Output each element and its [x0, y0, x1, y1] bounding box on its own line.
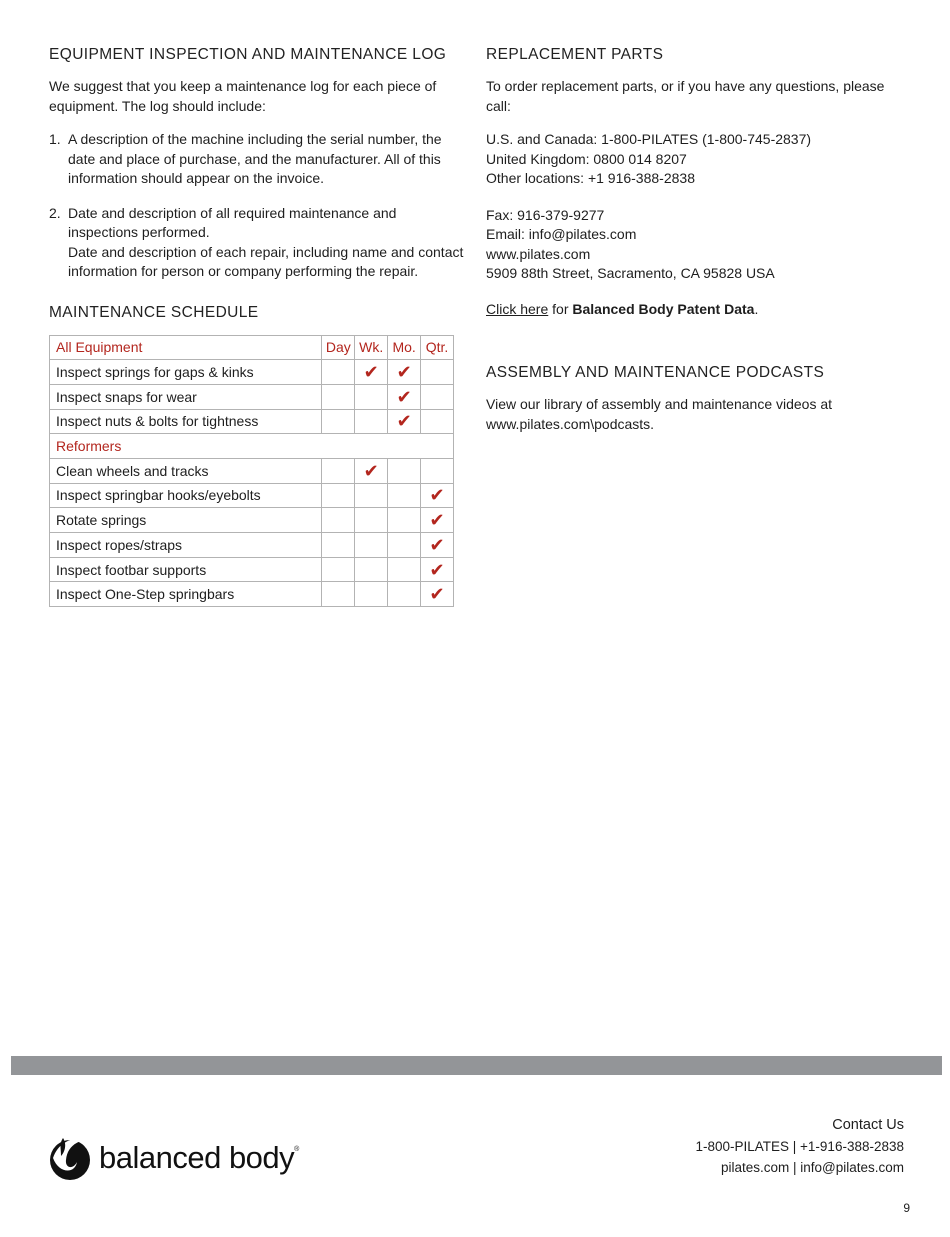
- check-mark-icon: ✔: [388, 384, 421, 409]
- task-cell: Clean wheels and tracks: [50, 458, 322, 483]
- website: www.pilates.com: [486, 245, 591, 262]
- table-row: [50, 384, 454, 409]
- check-mark-icon: ✔: [421, 582, 454, 607]
- empty-cell: [322, 458, 355, 483]
- empty-cell: [322, 483, 355, 508]
- podcasts-heading: ASSEMBLY AND MAINTENANCE PODCASTS: [486, 364, 825, 381]
- table-row: [50, 458, 454, 483]
- maintenance-schedule-heading: MAINTENANCE SCHEDULE: [49, 303, 259, 321]
- table-header-cell: Wk.: [355, 335, 388, 360]
- balanced-body-logo-icon: [49, 1136, 93, 1180]
- table-row: [50, 508, 454, 533]
- table-header-row: [50, 335, 454, 360]
- contact-phone: 1-800-PILATES | +1-916-388-2838: [695, 1139, 904, 1154]
- logo-wordmark: balanced body: [99, 1140, 295, 1175]
- maintenance-log-list: [49, 130, 464, 282]
- phone-other: Other locations: +1 916-388-2838: [486, 170, 695, 186]
- patent-data-line: Click here for Balanced Body Patent Data.: [486, 300, 759, 317]
- table-header-cell: Mo.: [388, 335, 421, 360]
- left-column: [49, 46, 464, 607]
- table-row: [50, 582, 454, 607]
- empty-cell: [388, 557, 421, 582]
- task-cell: Inspect nuts & bolts for tightness: [50, 409, 322, 434]
- empty-cell: [421, 409, 454, 434]
- maintenance-log-heading: EQUIPMENT INSPECTION AND MAINTENANCE LOG: [49, 46, 447, 63]
- check-mark-icon: ✔: [421, 508, 454, 533]
- list-item: 1. A description of the machine including the serial number, the date and place of purchase, and the manufacturer. All of this information should appear on the invoice.: [49, 131, 442, 186]
- check-mark-icon: ✔: [388, 409, 421, 434]
- maintenance-log-intro: We suggest that you keep a maintenance log for each piece of equipment. The log should include:: [49, 78, 437, 114]
- empty-cell: [322, 582, 355, 607]
- empty-cell: [388, 508, 421, 533]
- table-row: [50, 533, 454, 558]
- table-section-row: [50, 434, 454, 459]
- table-row: [50, 483, 454, 508]
- table-header-cell: All Equipment: [50, 335, 322, 360]
- empty-cell: [355, 483, 388, 508]
- empty-cell: [322, 360, 355, 385]
- empty-cell: [322, 409, 355, 434]
- empty-cell: [421, 360, 454, 385]
- empty-cell: [355, 409, 388, 434]
- task-cell: Inspect snaps for wear: [50, 384, 322, 409]
- empty-cell: [421, 384, 454, 409]
- empty-cell: [322, 533, 355, 558]
- table-header-cell: Qtr.: [421, 335, 454, 360]
- phone-us-canada: U.S. and Canada: 1-800-PILATES (1-800-745-2837): [486, 131, 812, 147]
- empty-cell: [355, 582, 388, 607]
- patent-click-here-link[interactable]: Click here: [486, 300, 549, 317]
- check-mark-icon: ✔: [355, 458, 388, 483]
- fax-number: Fax: 916-379-9277: [486, 206, 605, 223]
- list-item: 2. Date and description of all required maintenance and inspections performed. Date and description of each repair, including name and contact information for person or company performing the repair.: [49, 204, 464, 279]
- balanced-body-logo: balanced body®: [49, 1136, 299, 1180]
- task-cell: Rotate springs: [50, 508, 322, 533]
- empty-cell: [421, 458, 454, 483]
- empty-cell: [355, 384, 388, 409]
- task-cell: Inspect springbar hooks/eyebolts: [50, 483, 322, 508]
- contact-block: [695, 1114, 904, 1178]
- task-cell: Inspect footbar supports: [50, 557, 322, 582]
- maintenance-schedule-table: [49, 335, 454, 608]
- empty-cell: [322, 508, 355, 533]
- task-cell: Inspect One-Step springbars: [50, 582, 322, 607]
- table-row: [50, 360, 454, 385]
- empty-cell: [355, 557, 388, 582]
- empty-cell: [388, 458, 421, 483]
- check-mark-icon: ✔: [421, 533, 454, 558]
- replacement-parts-heading: REPLACEMENT PARTS: [486, 46, 664, 63]
- table-row: [50, 557, 454, 582]
- check-mark-icon: ✔: [388, 360, 421, 385]
- empty-cell: [322, 557, 355, 582]
- section-label-reformers: Reformers: [50, 434, 454, 459]
- empty-cell: [388, 483, 421, 508]
- empty-cell: [388, 582, 421, 607]
- contact-web: pilates.com | info@pilates.com: [720, 1160, 904, 1175]
- phone-uk: United Kingdom: 0800 014 8207: [486, 150, 687, 167]
- patent-data-label: Balanced Body Patent Data: [572, 300, 755, 317]
- empty-cell: [355, 533, 388, 558]
- empty-cell: [388, 533, 421, 558]
- email-address: Email: info@pilates.com: [486, 226, 637, 242]
- footer-band: [11, 1056, 942, 1075]
- page-number: 9: [903, 1201, 910, 1215]
- right-column: [486, 46, 906, 434]
- check-mark-icon: ✔: [421, 483, 454, 508]
- check-mark-icon: ✔: [421, 557, 454, 582]
- empty-cell: [322, 384, 355, 409]
- contact-title: Contact Us: [832, 1117, 904, 1133]
- table-row: [50, 409, 454, 434]
- task-cell: Inspect springs for gaps & kinks: [50, 360, 322, 385]
- replacement-parts-intro: To order replacement parts, or if you have any questions, please call:: [486, 78, 885, 114]
- table-header-cell: Day: [322, 335, 355, 360]
- check-mark-icon: ✔: [355, 360, 388, 385]
- empty-cell: [355, 508, 388, 533]
- street-address: 5909 88th Street, Sacramento, CA 95828 USA: [486, 265, 775, 281]
- task-cell: Inspect ropes/straps: [50, 533, 322, 558]
- podcasts-text: View our library of assembly and maintenance videos at www.pilates.com\podcasts.: [486, 396, 833, 432]
